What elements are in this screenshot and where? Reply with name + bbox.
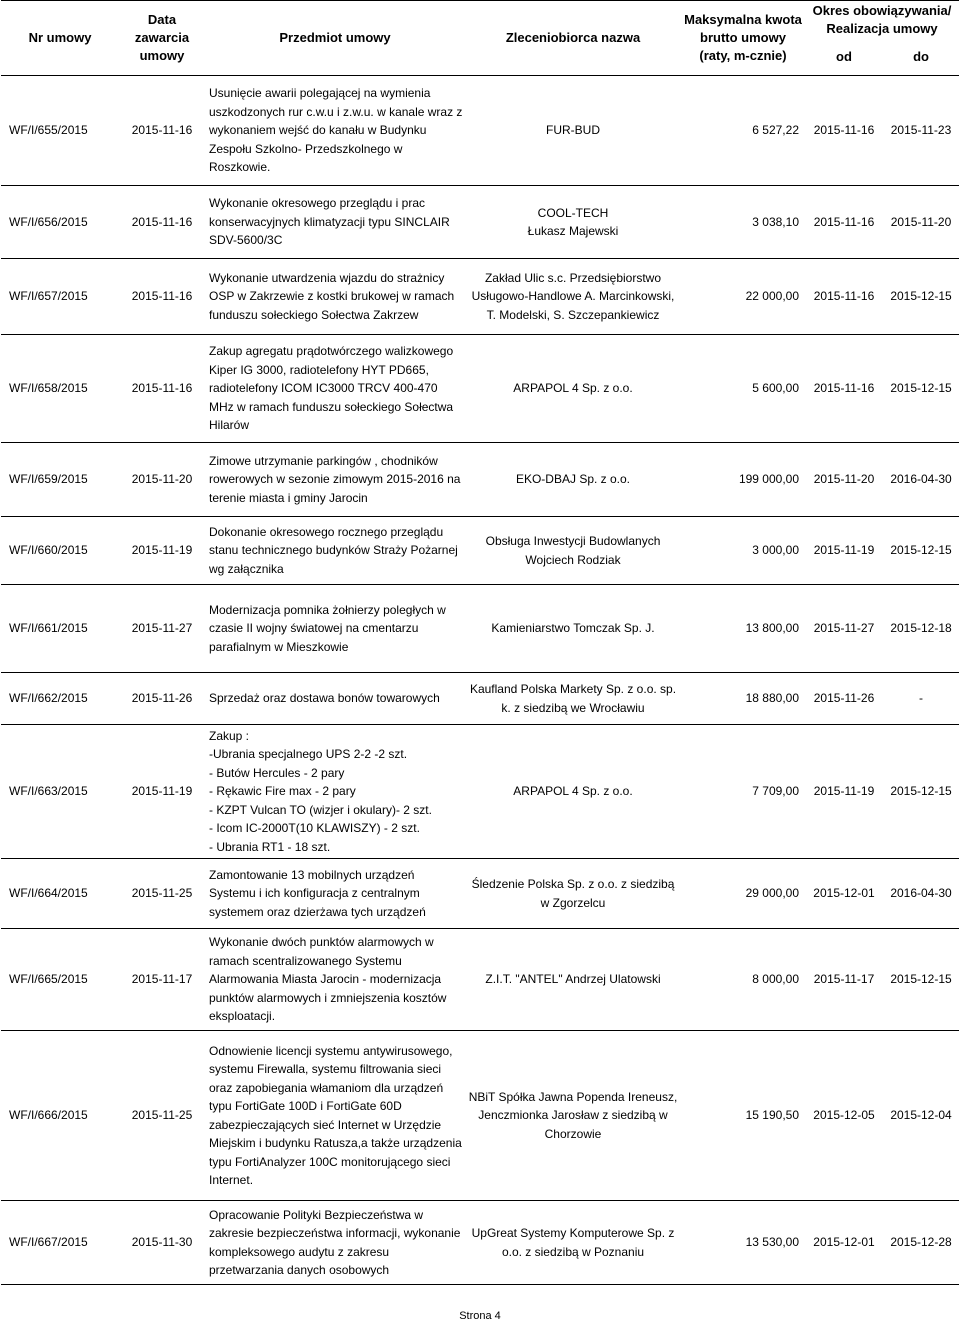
period-to: 2016-04-30 xyxy=(890,472,952,487)
contract-amount: 6 527,22 xyxy=(752,123,799,138)
period-from: 2015-11-16 xyxy=(813,289,875,304)
header-nr: Nr umowy xyxy=(1,1,119,76)
contract-amount: 5 600,00 xyxy=(752,381,799,396)
contractor-name: FUR-BUD xyxy=(546,123,600,138)
contract-date: 2015-11-20 xyxy=(131,472,193,487)
period-to: 2016-04-30 xyxy=(890,886,952,901)
contractor-name: Kaufland Polska Markety Sp. z o.o. sp. k. z siedzibą we Wrocławiu xyxy=(469,682,677,715)
contractor-name: Śledzenie Polska Sp. z o.o. z siedzibą w Zgorzelcu xyxy=(471,877,675,910)
contract-date: 2015-11-30 xyxy=(131,1235,193,1250)
header-contractor: Zleceniobiorca nazwa xyxy=(465,1,681,76)
period-from: 2015-11-19 xyxy=(813,784,875,799)
header-date: Data zawarcia umowy xyxy=(119,1,205,76)
contract-amount: 15 190,50 xyxy=(745,1108,799,1123)
period-from: 2015-11-27 xyxy=(813,621,875,636)
period-from: 2015-11-26 xyxy=(813,691,875,706)
table-row xyxy=(1,1201,959,1285)
period-to: 2015-12-15 xyxy=(890,543,952,558)
contractor-name: COOL-TECH Łukasz Majewski xyxy=(527,205,619,238)
contract-subject: Modernizacja pomnika żołnierzy poległych w czasie II wojny światowej na cmentarzu parafialnym w Mieszkowie xyxy=(209,602,446,654)
table-row xyxy=(1,1031,959,1201)
period-to: 2015-12-15 xyxy=(890,381,952,396)
contract-subject: Dokonanie okresowego rocznego przeglądu stanu technicznego budynków Straży Pożarnej wg załącznika xyxy=(209,524,458,576)
period-from: 2015-11-20 xyxy=(813,472,875,487)
contract-subject: Zamontowanie 13 mobilnych urządzeń Systemu i ich konfiguracja z centralnym systemem oraz dzierżawa tych urządzeń xyxy=(209,867,426,919)
period-from: 2015-11-16 xyxy=(813,123,875,138)
table-row xyxy=(1,929,959,1031)
contract-date: 2015-11-16 xyxy=(131,289,193,304)
contract-amount: 3 000,00 xyxy=(752,543,799,558)
page-footer: Strona 4 xyxy=(459,1310,501,1322)
period-from: 2015-11-16 xyxy=(813,381,875,396)
contract-number: WF/I/662/2015 xyxy=(9,691,88,706)
contract-number: WF/I/663/2015 xyxy=(9,784,88,799)
header-from: od xyxy=(836,49,852,65)
table-row xyxy=(1,517,959,585)
contract-date: 2015-11-19 xyxy=(131,543,193,558)
header-subject: Przedmiot umowy xyxy=(205,1,465,76)
contract-subject: Sprzedaż oraz dostawa bonów towarowych xyxy=(209,691,440,706)
contract-subject: Wykonanie utwardzenia wjazdu do strażnicy OSP w Zakrzewie z kostki brukowej w ramach funduszu sołeckiego Sołectwa Zakrzew xyxy=(209,270,455,322)
contracts-table xyxy=(1,0,959,1285)
contract-date: 2015-11-25 xyxy=(131,1108,193,1123)
period-from: 2015-12-05 xyxy=(813,1108,875,1123)
contractor-name: EKO-DBAJ Sp. z o.o. xyxy=(515,472,631,487)
contract-amount: 199 000,00 xyxy=(738,472,799,487)
period-to: 2015-12-15 xyxy=(890,784,952,799)
table-row xyxy=(1,725,959,859)
contract-amount: 3 038,10 xyxy=(752,214,799,229)
table-row xyxy=(1,259,959,335)
contract-amount: 8 000,00 xyxy=(752,972,799,987)
period-to: - xyxy=(919,691,923,706)
contract-subject: Wykonanie dwóch punktów alarmowych w ramach scentralizowanego Systemu Alarmowania Miasta Jarocin - modernizacja punktów alarmowych i zmniejszenia kosztów eksploatacji. xyxy=(209,935,447,1024)
period-from: 2015-11-19 xyxy=(813,543,875,558)
header-to: do xyxy=(913,49,929,65)
contract-subject: Zakup : -Ubrania specjalnego UPS 2-2 -2 szt. - Butów Hercules - 2 pary - Rękawic Fire max - 2 pary - KZPT Vulcan TO (wizjer i okulary)- 2 szt. - Icom IC-2000T(10 KLAWISZY) - 2 szt. - Ubrania RT1 - 18 szt. xyxy=(209,728,432,854)
table-row xyxy=(1,585,959,673)
period-to: 2015-12-28 xyxy=(890,1235,952,1250)
contract-number: WF/I/667/2015 xyxy=(9,1235,88,1250)
contract-subject: Odnowienie licencji systemu antywirusowego, systemu Firewalla, systemu filtrowania sieci oraz zapobiegania włamaniom dla urządzeń typu FortiGate 100D i FortiGate 60D zabezpieczających sieć Internet w Urzędzie Miejskim i budynku Ratusza,a także urządzenia typu FortiAnalyzer 100C monitorującego sieci Internet. xyxy=(209,1043,462,1187)
contract-number: WF/I/656/2015 xyxy=(9,214,88,229)
period-to: 2015-11-23 xyxy=(890,123,952,138)
header-period: Okres obowiązywania/ Realizacja umowy xyxy=(805,1,959,40)
table-body xyxy=(1,76,959,1285)
contract-subject: Wykonanie okresowego przeglądu i prac konserwacyjnych klimatyzacji typu SINCLAIR SDV-5600/3C xyxy=(209,196,450,248)
contract-amount: 13 800,00 xyxy=(745,621,799,636)
contractor-name: ARPAPOL 4 Sp. z o.o. xyxy=(513,784,633,799)
period-from: 2015-12-01 xyxy=(813,1235,875,1250)
contract-date: 2015-11-17 xyxy=(131,972,193,987)
contract-subject: Zimowe utrzymanie parkingów , chodników rowerowych w sezonie zimowym 2015-2016 na terenie miasta i gminy Jarocin xyxy=(209,453,461,505)
period-to: 2015-11-20 xyxy=(890,214,952,229)
contract-number: WF/I/665/2015 xyxy=(9,972,88,987)
contract-amount: 7 709,00 xyxy=(752,784,799,799)
contract-date: 2015-11-16 xyxy=(131,123,193,138)
table-row xyxy=(1,443,959,517)
contract-subject: Usunięcie awarii polegającej na wymienia uszkodzonych rur c.w.u i z.w.u. w kanale wraz z wykonaniem wejść do kanału w Budynku Zespołu Szkolno- Przedszkolnego w Roszkowie. xyxy=(209,86,463,175)
contract-date: 2015-11-19 xyxy=(131,784,193,799)
contract-number: WF/I/659/2015 xyxy=(9,472,88,487)
contract-subject: Opracowanie Polityki Bezpieczeństwa w zakresie bezpieczeństwa informacji, wykonanie kompleksowego audytu z zakresu przetwarzania danych osobowych xyxy=(209,1207,461,1277)
period-to: 2015-12-04 xyxy=(890,1108,952,1123)
header-amount: Maksymalna kwota brutto umowy (raty, m-cznie) xyxy=(681,1,805,76)
contractor-name: Zakład Ulic s.c. Przedsiębiorstwo Usługowo-Handlowe A. Marcinkowski, T. Modelski, S. Szczepankiewicz xyxy=(471,270,675,322)
table-row xyxy=(1,186,959,259)
contract-amount: 13 530,00 xyxy=(745,1235,799,1250)
contract-number: WF/I/660/2015 xyxy=(9,543,88,558)
contract-number: WF/I/664/2015 xyxy=(9,886,88,901)
period-from: 2015-11-17 xyxy=(813,972,875,987)
table-row xyxy=(1,673,959,725)
contractor-name: Kamieniarstwo Tomczak Sp. J. xyxy=(491,621,655,636)
contract-number: WF/I/657/2015 xyxy=(9,289,88,304)
contract-date: 2015-11-27 xyxy=(131,621,193,636)
contractor-name: Obsługa Inwestycji Budowlanych Wojciech Rodziak xyxy=(485,534,661,567)
contract-amount: 29 000,00 xyxy=(745,886,799,901)
contract-subject: Zakup agregatu prądotwórczego walizkowego Kiper IG 3000, radiotelefony HYT PD665, radiotelefony ICOM IC3000 TRCV 400-470 MHz w ramach funduszu sołeckiego Sołectwa Hilarów xyxy=(209,344,454,433)
contract-amount: 18 880,00 xyxy=(745,691,799,706)
table-row xyxy=(1,76,959,186)
contract-number: WF/I/666/2015 xyxy=(9,1108,88,1123)
contractor-name: UpGreat Systemy Komputerowe Sp. z o.o. z siedzibą w Poznaniu xyxy=(471,1226,675,1259)
period-to: 2015-12-15 xyxy=(890,972,952,987)
period-from: 2015-12-01 xyxy=(813,886,875,901)
contract-number: WF/I/655/2015 xyxy=(9,123,88,138)
contract-amount: 22 000,00 xyxy=(745,289,799,304)
contract-date: 2015-11-16 xyxy=(131,214,193,229)
contract-date: 2015-11-16 xyxy=(131,381,193,396)
period-to: 2015-12-15 xyxy=(890,289,952,304)
contractor-name: ARPAPOL 4 Sp. z o.o. xyxy=(513,381,633,396)
table-row xyxy=(1,335,959,443)
contract-date: 2015-11-25 xyxy=(131,886,193,901)
contractor-name: Z.I.T. "ANTEL" Andrzej Ulatowski xyxy=(485,972,661,987)
period-from: 2015-11-16 xyxy=(813,214,875,229)
contractor-name: NBiT Spółka Jawna Popenda Ireneusz, Jenczmionka Jarosław z siedzibą w Chorzowie xyxy=(468,1089,678,1141)
contract-date: 2015-11-26 xyxy=(131,691,193,706)
table-row xyxy=(1,859,959,929)
contract-number: WF/I/661/2015 xyxy=(9,621,88,636)
contract-number: WF/I/658/2015 xyxy=(9,381,88,396)
period-to: 2015-12-18 xyxy=(890,621,952,636)
